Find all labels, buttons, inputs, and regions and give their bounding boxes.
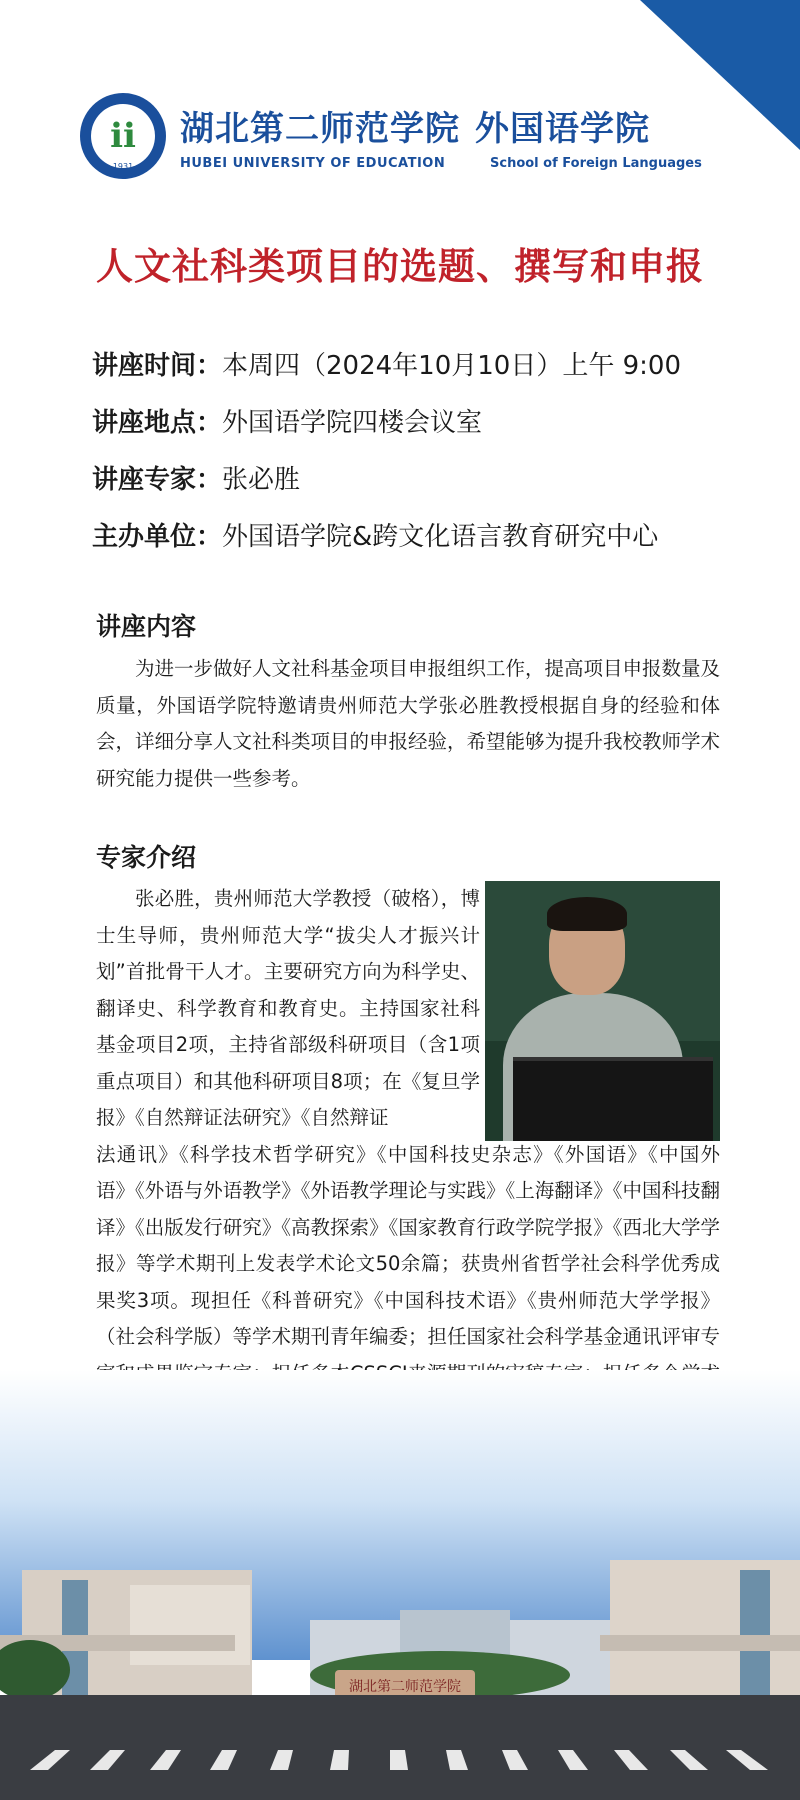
lecture-title: 人文社科类项目的选题、撰写和申报 xyxy=(96,245,704,288)
info-organizer: 主办单位：外国语学院&跨文化语言教育研究中心 xyxy=(92,522,659,552)
school-name-en: School of Foreign Languages xyxy=(490,155,702,171)
info-location: 讲座地点：外国语学院四楼会议室 xyxy=(92,408,483,438)
campus-scene xyxy=(0,1370,800,1800)
expert-photo xyxy=(485,881,720,1141)
university-name-en: HUBEI UNIVERSITY OF EDUCATION xyxy=(180,155,446,171)
expert-bio-part2: 法通讯》《科学技术哲学研究》《中国科技史杂志》《外国语》《中国外语》《外语与外语教学》《外语教学理论与实践》《上海翻译》《中国科技翻译》《出版发行研究》《高教探索》《国家教育行政学院学报》《西北大学学报》等学术期刊上发表学术论文50余篇；获贵州省哲学社会科学优秀成果奖3项。现担任《科普研究》《中国科技术语》《贵州师范大学学报》（社会科学版）等学术期刊青年编委；担任国家社会科学基金通讯评审专 xyxy=(96,1142,721,1348)
content-heading: 讲座内容 xyxy=(96,612,197,641)
expert-heading: 专家介绍 xyxy=(96,843,197,872)
lecture-info xyxy=(92,346,772,574)
school-name-cn: 外国语学院 xyxy=(475,108,650,149)
seal-emblem-icon: ii xyxy=(110,115,136,156)
info-time: 讲座时间：本周四（2024年10月10日）上午 9:00 xyxy=(92,351,682,381)
university-name-cn: 湖北第二师范学院 xyxy=(180,108,460,149)
info-expert: 讲座专家：张必胜 xyxy=(92,465,301,495)
university-seal xyxy=(80,93,166,179)
road xyxy=(0,1695,800,1800)
content-paragraph: 为进一步做好人文社科基金项目申报组织工作，提高项目申报数量及质量，外国语学院特邀请贵州师范大学张必胜教授根据自身的经验和体会，详细分享人文社科类项目的申报经验，希望能够为提升我校教师学术研究能力提供一些参考。 xyxy=(96,657,721,790)
svg-text:湖北第二师范学院: 湖北第二师范学院 xyxy=(349,1679,461,1695)
monitor-icon xyxy=(513,1057,713,1141)
expert-bio-part1: 张必胜，贵州师范大学教授（破格），博士生导师，贵州师范大学“拔尖人才振兴计划”首批骨干人才。主要研究方向为科学史、翻译史、科学教育和教育史。主持国家社科基金项目2项，主持省部级科研项目（含1项重点项目）和其他科研项目8项；在《复旦学报》《自然辩证法研究》《自然辩证 xyxy=(96,887,480,1129)
brand-block xyxy=(180,101,702,171)
seal-year: 1931 xyxy=(112,161,134,171)
right-building xyxy=(600,1560,800,1700)
header xyxy=(80,88,740,183)
